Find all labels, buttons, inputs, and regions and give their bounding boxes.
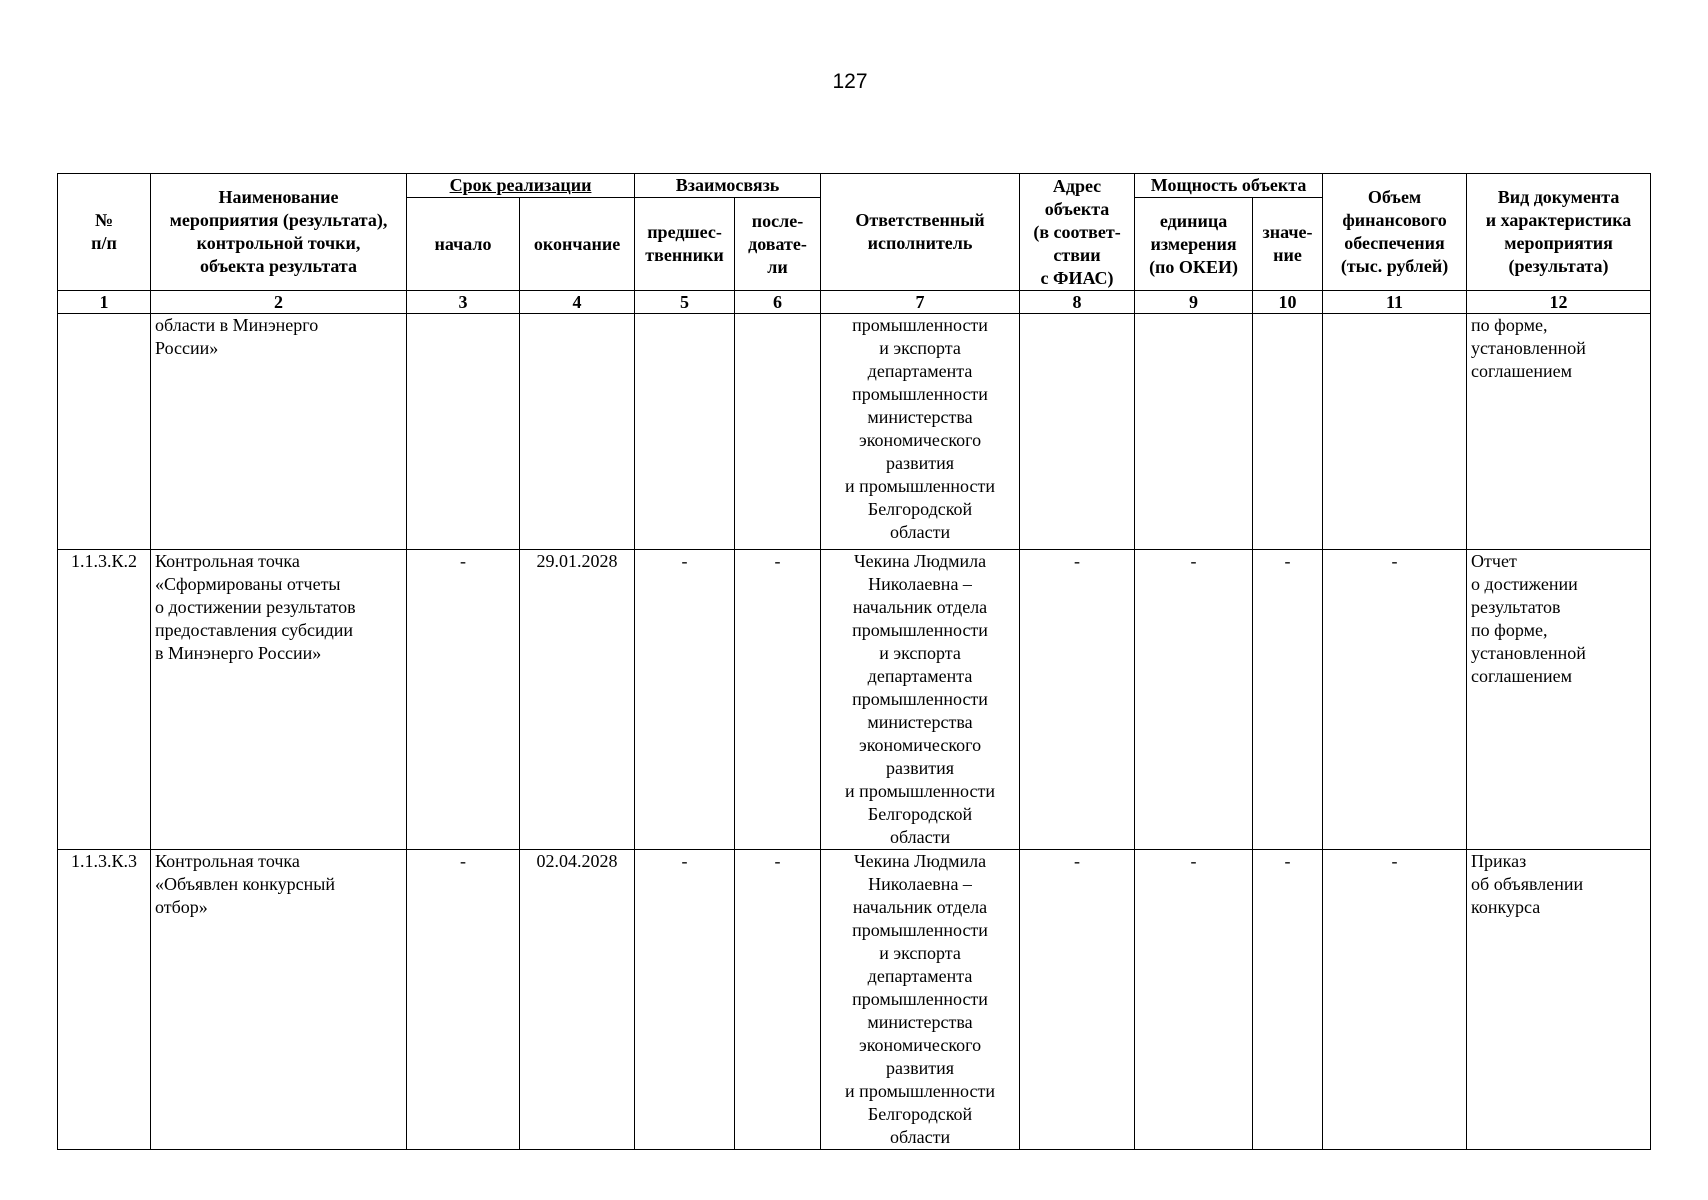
- table-row: [58, 550, 1651, 850]
- page-number: 127: [832, 70, 868, 93]
- cell-end: 29.01.2028: [520, 550, 635, 850]
- column-number: 6: [735, 291, 821, 314]
- header-successors: после- довате- ли: [735, 198, 821, 291]
- header-group-period: Срок реализации: [407, 174, 635, 198]
- cell-address: -: [1020, 850, 1135, 1150]
- column-number: 7: [821, 291, 1020, 314]
- column-number: 12: [1467, 291, 1651, 314]
- cell-document: Приказ об объявлении конкурса: [1467, 850, 1651, 1150]
- table-body: [58, 314, 1651, 1150]
- cell-funding: [1323, 314, 1467, 550]
- cell-document: по форме, установленной соглашением: [1467, 314, 1651, 550]
- cell-value: -: [1253, 550, 1323, 850]
- header-name: Наименование мероприятия (результата), контрольной точки, объекта результата: [151, 174, 407, 291]
- header-num: № п/п: [58, 174, 151, 291]
- header-group-relation: Взаимосвязь: [635, 174, 821, 198]
- cell-unit: -: [1135, 850, 1253, 1150]
- header-end: окончание: [520, 198, 635, 291]
- cell-name: Контрольная точка «Сформированы отчеты о достижении результатов предоставления субсидии в Минэнерго России»: [151, 550, 407, 850]
- header-row-top: [58, 174, 1651, 198]
- column-number: 1: [58, 291, 151, 314]
- cell-start: [407, 314, 520, 550]
- column-number: 3: [407, 291, 520, 314]
- cell-successors: [735, 314, 821, 550]
- column-number: 9: [1135, 291, 1253, 314]
- cell-responsible: Чекина Людмила Николаевна – начальник отдела промышленности и экспорта департамента промышленности министерства экономического развития и промышленности Белгородской области: [821, 850, 1020, 1150]
- table-header: [58, 174, 1651, 314]
- column-number: 4: [520, 291, 635, 314]
- cell-predecessors: [635, 314, 735, 550]
- cell-unit: -: [1135, 550, 1253, 850]
- cell-value: [1253, 314, 1323, 550]
- cell-successors: -: [735, 850, 821, 1150]
- column-number: 8: [1020, 291, 1135, 314]
- table-row: [58, 850, 1651, 1150]
- cell-address: -: [1020, 550, 1135, 850]
- cell-end: [520, 314, 635, 550]
- cell-start: -: [407, 550, 520, 850]
- table-row: [58, 314, 1651, 550]
- cell-value: -: [1253, 850, 1323, 1150]
- cell-num: 1.1.3.К.3: [58, 850, 151, 1150]
- column-number-row: [58, 291, 1651, 314]
- header-address: Адрес объекта (в соответ- ствии с ФИАС): [1020, 174, 1135, 291]
- header-funding: Объем финансового обеспечения (тыс. рублей): [1323, 174, 1467, 291]
- cell-address: [1020, 314, 1135, 550]
- cell-funding: -: [1323, 850, 1467, 1150]
- cell-document: Отчет о достижении результатов по форме, установленной соглашением: [1467, 550, 1651, 850]
- cell-unit: [1135, 314, 1253, 550]
- cell-name: области в Минэнерго России»: [151, 314, 407, 550]
- header-group-capacity: Мощность объекта: [1135, 174, 1323, 198]
- header-start: начало: [407, 198, 520, 291]
- header-value: значе- ние: [1253, 198, 1323, 291]
- column-number: 11: [1323, 291, 1467, 314]
- cell-responsible: Чекина Людмила Николаевна – начальник отдела промышленности и экспорта департамента промышленности министерства экономического развития и промышленности Белгородской области: [821, 550, 1020, 850]
- column-number: 5: [635, 291, 735, 314]
- column-number: 10: [1253, 291, 1323, 314]
- cell-funding: -: [1323, 550, 1467, 850]
- cell-successors: -: [735, 550, 821, 850]
- header-responsible: Ответственный исполнитель: [821, 174, 1020, 291]
- cell-predecessors: -: [635, 850, 735, 1150]
- cell-predecessors: -: [635, 550, 735, 850]
- cell-name: Контрольная точка «Объявлен конкурсный отбор»: [151, 850, 407, 1150]
- cell-responsible: промышленности и экспорта департамента промышленности министерства экономического развития и промышленности Белгородской области: [821, 314, 1020, 550]
- cell-num: [58, 314, 151, 550]
- cell-end: 02.04.2028: [520, 850, 635, 1150]
- header-unit: единица измерения (по ОКЕИ): [1135, 198, 1253, 291]
- header-document: Вид документа и характеристика мероприятия (результата): [1467, 174, 1651, 291]
- cell-start: -: [407, 850, 520, 1150]
- cell-num: 1.1.3.К.2: [58, 550, 151, 850]
- column-number: 2: [151, 291, 407, 314]
- header-predecessors: предшес- твенники: [635, 198, 735, 291]
- implementation-plan-table: [57, 173, 1651, 1150]
